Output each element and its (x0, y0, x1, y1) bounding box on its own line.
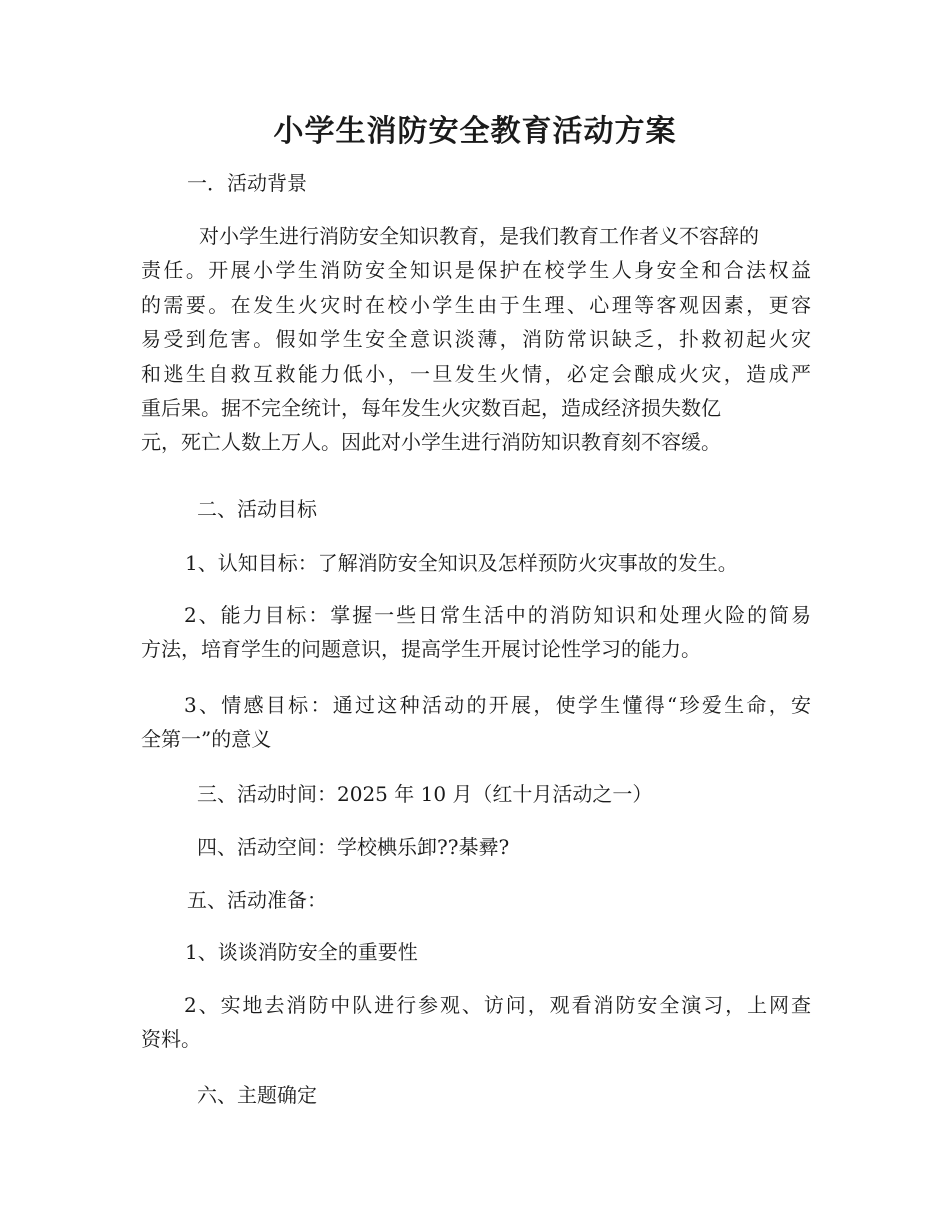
document-title: 小学生消防安全教育活动方案 (273, 114, 677, 149)
paragraph-line: 责任。开展小学生消防安全知识是保护在校学生人身安全和合法权益 (141, 258, 811, 283)
preparation-item-1: 1、谈谈消防安全的重要性 (185, 940, 418, 964)
section-heading-preparation: 五、活动准备： (187, 888, 327, 912)
preparation-item-2 (141, 988, 811, 1057)
section-heading-topic: 六、主题确定 (197, 1083, 317, 1107)
paragraph-line: 易受到危害。假如学生安全意识淡薄，消防常识缺乏，扑救初起火灾 (141, 327, 811, 352)
paragraph-line: 2、能力目标：掌握一些日常生活中的消防知识和处理火险的简易 (184, 603, 811, 627)
paragraph-background (141, 219, 811, 460)
activity-time: 三、活动时间：2025 年 10 月（红十月活动之一） (197, 782, 653, 806)
activity-space: 四、活动空间：学校椣乐卸??棊彛? (197, 835, 510, 859)
section-heading-goals: 二、活动目标 (197, 497, 317, 521)
paragraph-line: 的需要。在发生火灾时在校小学生由于生理、心理等客观因素，更容 (141, 292, 811, 317)
paragraph-line: 全第一”的意义 (141, 727, 272, 752)
paragraph-line: 资料。 (141, 1027, 201, 1052)
paragraph-line: 和逃生自救互救能力低小，一旦发生火情，必定会酿成火灾，造成严 (141, 361, 811, 386)
paragraph-line: 3、情感目标：通过这种活动的开展，使学生懂得“珍爱生命，安 (184, 693, 811, 717)
paragraph-line: 元，死亡人数上万人。因此对小学生进行消防知识教育刻不容缓。 (141, 430, 721, 455)
goal-emotional (141, 688, 811, 757)
section-heading-background: 一．活动背景 (187, 171, 307, 195)
paragraph-line: 重后果。据不完全统计，每年发生火灾数百起，造成经济损失数亿 (141, 396, 721, 421)
goal-cognitive: 1、认知目标：了解消防安全知识及怎样预防火灾事故的发生。 (185, 551, 738, 575)
paragraph-line: 方法，培育学生的问题意识，提高学生开展讨论性学习的能力。 (141, 637, 701, 662)
paragraph-line: 2、实地去消防中队进行参观、访问，观看消防安全演习，上网查 (184, 993, 811, 1017)
paragraph-line: 对小学生进行消防安全知识教育，是我们教育工作者义不容辞的 (199, 224, 759, 248)
goal-ability (141, 598, 811, 667)
